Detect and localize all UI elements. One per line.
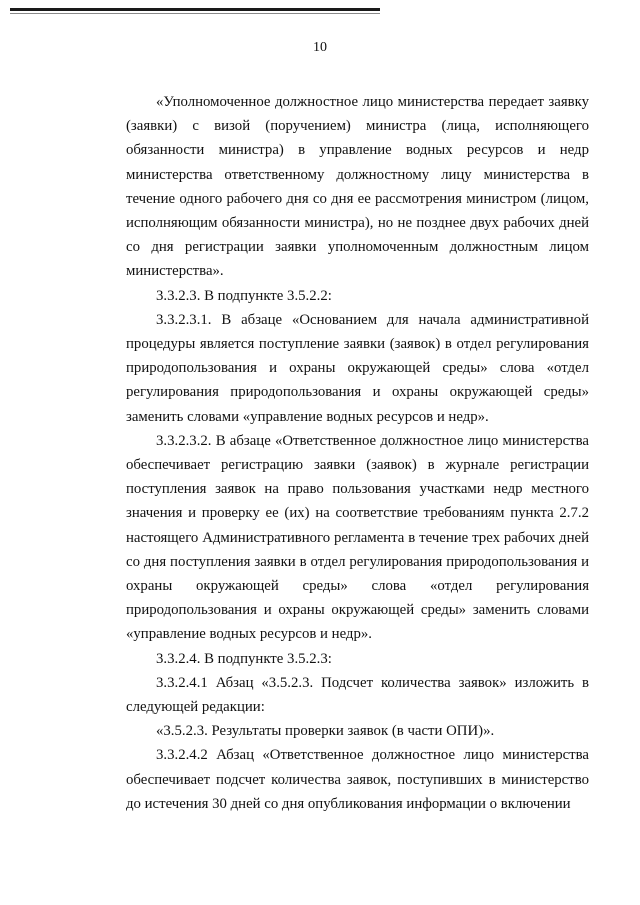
paragraph-3-3-2-4-2: 3.3.2.4.2 Абзац «Ответственное должностное лицо министерства обеспечивает подсчет количества заявок, поступивших в министерство до истечения 30 дней со дня опубликования информации о включении	[126, 747, 589, 812]
page-number: 10	[313, 40, 327, 55]
paragraph-3-3-2-4: 3.3.2.4. В подпункте 3.5.2.3:	[156, 650, 332, 667]
paragraph-3-3-2-4-1: 3.3.2.4.1 Абзац «3.5.2.3. Подсчет количества заявок» изложить в следующей редакции:	[126, 674, 589, 716]
paragraph-quote-transfer: «Уполномоченное должностное лицо министерства передает заявку (заявки) с визой (поручением) министра (лица, исполняющего обязанности министра) в управление водных ресурсов и недр министерства ответственному должностному лицу министерства в течение одного рабочего дня со дня ее рассмотрения министром (лицом, исполняющим обязанности министра), но не позднее двух рабочих дней со дня регистрации заявки уполномоченным должностным лицом министерства».	[126, 94, 589, 280]
top-rule	[10, 8, 380, 11]
paragraph-3-3-2-3-1: 3.3.2.3.1. В абзаце «Основанием для начала административной процедуры является поступление заявки (заявок) в отдел регулирования природопользования и охраны окружающей среды» слова «отдел регулирования природопользования и охраны окружающей среды» заменить словами «управление водных ресурсов и недр».	[126, 311, 589, 425]
document-body	[126, 90, 589, 816]
paragraph-3-3-2-3-2: 3.3.2.3.2. В абзаце «Ответственное должностное лицо министерства обеспечивает регистрацию заявки (заявок) в журнале регистрации поступления заявок на право пользования участками недр местного значения и проверку ее (их) на соответствие требованиям пункта 2.7.2 настоящего Административного регламента в течение трех рабочих дней со дня поступления заявки в отдел регулирования природопользования и охраны окружающей среды» слова «отдел регулирования природопользования и охраны окружающей среды» заменить словами «управление водных ресурсов и недр».	[126, 432, 589, 643]
paragraph-3-3-2-3: 3.3.2.3. В подпункте 3.5.2.2:	[156, 287, 332, 304]
paragraph-new-wording: «3.5.2.3. Результаты проверки заявок (в части ОПИ)».	[156, 723, 495, 740]
top-rule-shadow	[10, 13, 380, 14]
